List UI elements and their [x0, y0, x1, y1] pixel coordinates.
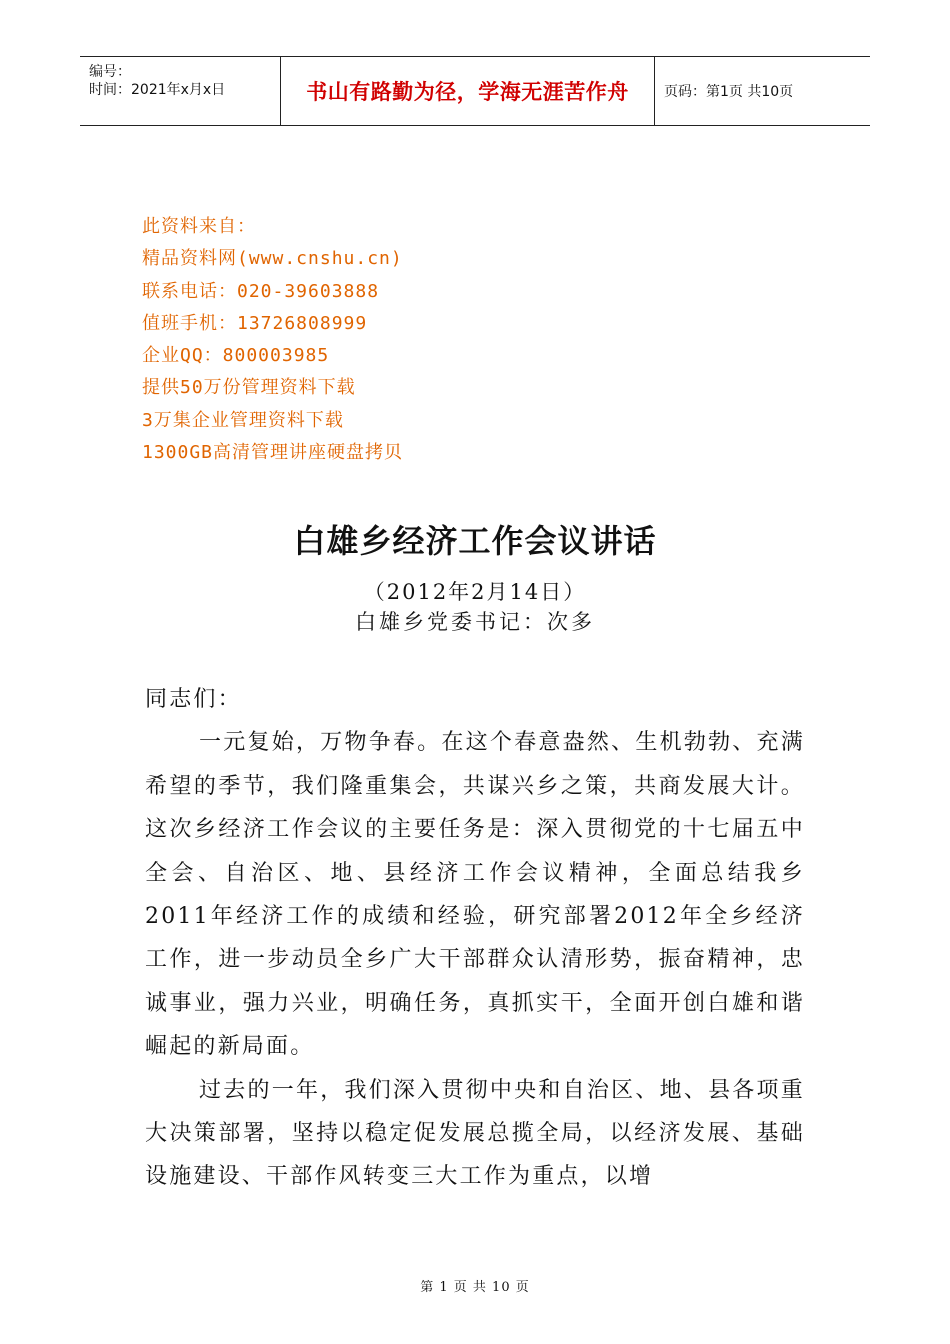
header-meta-cell: [80, 57, 281, 125]
time-label: 时间：2021年x月x日: [89, 82, 226, 98]
document-author: 白雄乡党委书记：次多: [355, 610, 595, 634]
header-motto-cell: [281, 57, 655, 125]
body-paragraph: 一元复始，万物争春。在这个春意盎然、生机勃勃、充满希望的季节，我们隆重集会，共谋兴乡之策，共商发展大计。这次乡经济工作会议的主要任务是：深入贯彻党的十七届五中全会、自治区、地、县经济工作会议精神，全面总结我乡2011年经济工作的成绩和经验，研究部署2012年全乡经济工作，进一步动员全乡广大干部群众认清形势，振奋精神，忠诚事业，强力兴业，明确任务，真抓实干，全面开创白雄和谐崛起的新局面。: [145, 730, 805, 1060]
source-line: 1300GB高清管理讲座硬盘拷贝: [142, 442, 404, 464]
source-line: 提供50万份管理资料下载: [142, 377, 356, 399]
source-line-qq: 企业QQ：800003985: [142, 345, 330, 367]
header-page-cell: [655, 57, 870, 125]
salutation: 同志们：: [145, 687, 242, 712]
number-label: 编号：: [89, 64, 131, 80]
source-line-website: 精品资料网(www.cnshu.cn): [142, 248, 403, 270]
document-date: （2012年2月14日）: [363, 580, 587, 604]
source-line-mobile: 值班手机：13726808999: [142, 312, 368, 334]
source-info-block: [142, 211, 403, 469]
document-title: 白雄乡经济工作会议讲话: [293, 522, 657, 560]
document-body: [145, 678, 805, 1199]
page-footer: 第 1 页 共 10 页: [420, 1280, 530, 1295]
page-code: 页码：第1页 共10页: [664, 84, 794, 100]
source-line-phone: 联系电话：020-39603888: [142, 280, 380, 302]
motto-text: 书山有路勤为径，学海无涯苦作舟: [306, 80, 629, 104]
source-line: 此资料来自：: [142, 216, 256, 237]
document-header: [80, 56, 870, 126]
body-paragraph: 过去的一年，我们深入贯彻中央和自治区、地、县各项重大决策部署，坚持以稳定促发展总揽全局，以经济发展、基础设施建设、干部作风转变三大工作为重点，以增: [145, 1077, 805, 1190]
source-line: 3万集企业管理资料下载: [142, 409, 344, 431]
